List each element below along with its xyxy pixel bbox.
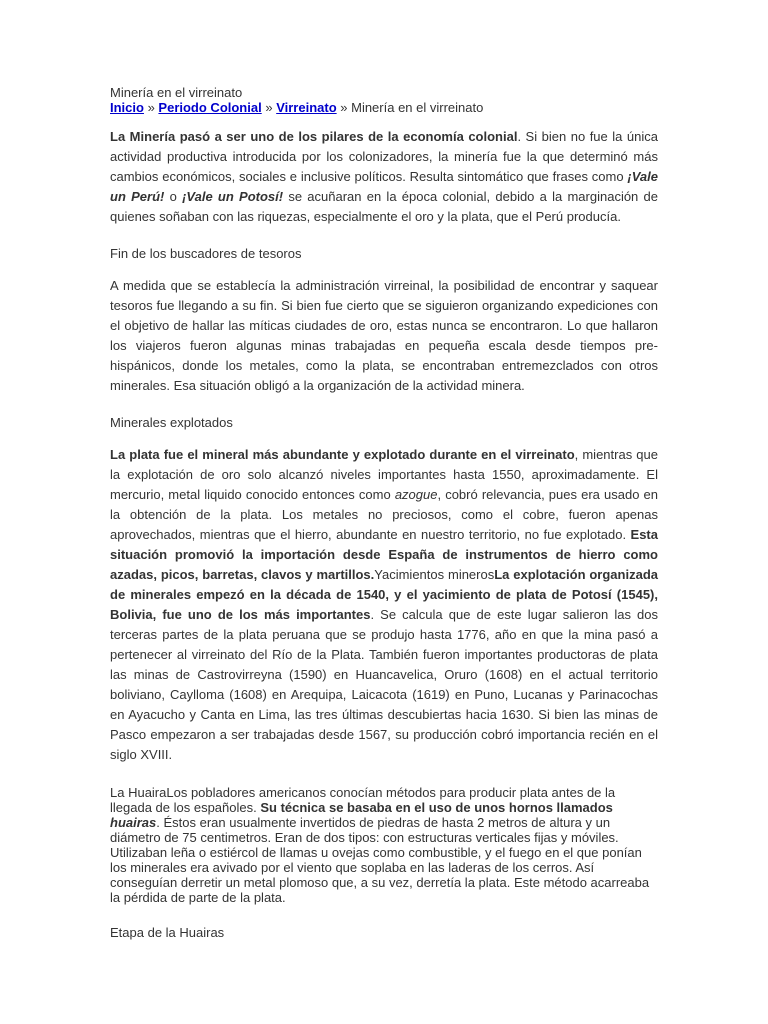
huaira-text: La HuairaLos pobladores americanos conocían métodos para producir plata antes de la llegada de los españoles.	[110, 785, 616, 815]
minerales-bold-importacion: Esta situación promovió la importación desde España de instrumentos de hierro como azadas, picos, barretas, clavos y martillos.	[110, 527, 658, 582]
term-huairas: huairas	[110, 815, 157, 830]
huaira-bold-tecnica: Su técnica se basaba en el uso de unos hornos llamados	[260, 800, 613, 815]
minerales-bold-explotacion: La explotación organizada de minerales empezó en la década de 1540, y el yacimiento de plata de Potosí (1545), Bolivia, fue uno de los más importantes	[110, 567, 658, 622]
intro-text: . Si bien no fue la única actividad productiva introducida por los colonizadores, la minería fue la que determinó más cambios económicos, sociales e inclusive políticos. Resulta sintomático que frases como	[110, 129, 658, 184]
section-heading-etapa-huairas: Etapa de la Huairas	[110, 925, 225, 940]
minerales-subheading-yacimientos: Yacimientos mineros	[374, 567, 495, 582]
breadcrumb-separator: »	[261, 100, 277, 115]
breadcrumb-separator: »	[336, 100, 352, 115]
document-body	[110, 85, 658, 941]
intro-text: se acuñaran en la época colonial, debido a la marginación de quienes soñaban con las riquezas, especialmente el oro y la plata, que el Perú producía.	[110, 189, 658, 224]
paragraph-minerales	[110, 445, 658, 765]
intro-text: o	[164, 189, 183, 204]
paragraph-huaira	[110, 785, 658, 905]
page-title: Minería en el virreinato	[110, 85, 243, 100]
section-heading-minerales: Minerales explotados	[110, 415, 233, 430]
breadcrumb-link-periodo-colonial[interactable]: Periodo Colonial	[158, 100, 262, 115]
phrase-vale-un-potosi: ¡Vale un Potosí!	[182, 189, 284, 204]
minerales-text: . Se calcula que de este lugar salieron las dos terceras partes de la plata peruana que se produjo hasta 1776, año en que la mina pasó a pertenecer al virreinato del Río de la Plata. También fueron importantes productoras de plata las minas de Castrovirreyna (1590) en Huancavelica, Oruro (1608) en el actual territorio boliviano, Caylloma (1608) en Arequipa, Laicacota (1619) en Puno, Lucanas y Parinacochas en Ayacucho y Canta en Lima, las tres últimas descubiertas hacia 1630. Si bien las minas de Pasco empezaron a ser trabajadas desde 1567, su producción cobró importancia recién en el siglo XVIII.	[110, 607, 659, 762]
breadcrumb	[110, 100, 658, 115]
term-azogue: azogue	[394, 487, 438, 502]
phrase-vale-un-peru: ¡Vale un Perú!	[110, 169, 658, 204]
paragraph-buscadores: A medida que se establecía la administración virreinal, la posibilidad de encontrar y saquear tesoros fue llegando a su fin. Si bien fue cierto que se siguieron organizando expediciones con el objetivo de hallar las míticas ciudades de oro, estas nunca se encontraron. Lo que hallaron los viajeros fueron algunas minas trabajadas en pequeña escala desde tiempos pre-hispánicos, donde los metales, como la plata, se encontraban entremezclados con otros minerales. Esa situación obligó a la organización de la actividad minera.	[110, 278, 658, 393]
intro-bold-lead: La Minería pasó a ser uno de los pilares de la economía colonial	[110, 129, 518, 144]
minerales-text: , mientras que la explotación de oro solo alcanzó niveles importantes hasta 1550, aproximadamente. El mercurio, metal liquido conocido entonces como	[110, 447, 658, 502]
minerales-text: , cobró relevancia, pues era usado en la obtención de la plata. Los metales no preciosos, como el cobre, fueron apenas aprovechados, mientras que el hierro, abundante en nuestro territorio, no fue explotado.	[110, 487, 658, 542]
breadcrumb-separator: »	[143, 100, 159, 115]
intro-paragraph	[110, 127, 658, 227]
breadcrumb-link-virreinato[interactable]: Virreinato	[276, 100, 337, 115]
section-heading-buscadores: Fin de los buscadores de tesoros	[110, 246, 302, 261]
minerales-bold-lead: La plata fue el mineral más abundante y explotado durante en el virreinato	[110, 447, 575, 462]
breadcrumb-current: Minería en el virreinato	[351, 100, 484, 115]
breadcrumb-link-inicio[interactable]: Inicio	[110, 100, 144, 115]
huaira-text: . Éstos eran usualmente invertidos de piedras de hasta 2 metros de altura y un diámetro de 75 centimetros. Eran de dos tipos: con estructuras verticales fijas y móviles. Utilizaban leña o estiércol de llamas u ovejas como combustible, y el fuego en el que ponían los minerales era avivado por el viento que soplaba en las laderas de los cerros. Así conseguían derretir un metal plomoso que, a su vez, derretía la plata. Este método acarreaba la pérdida de parte de la plata.	[110, 815, 650, 905]
